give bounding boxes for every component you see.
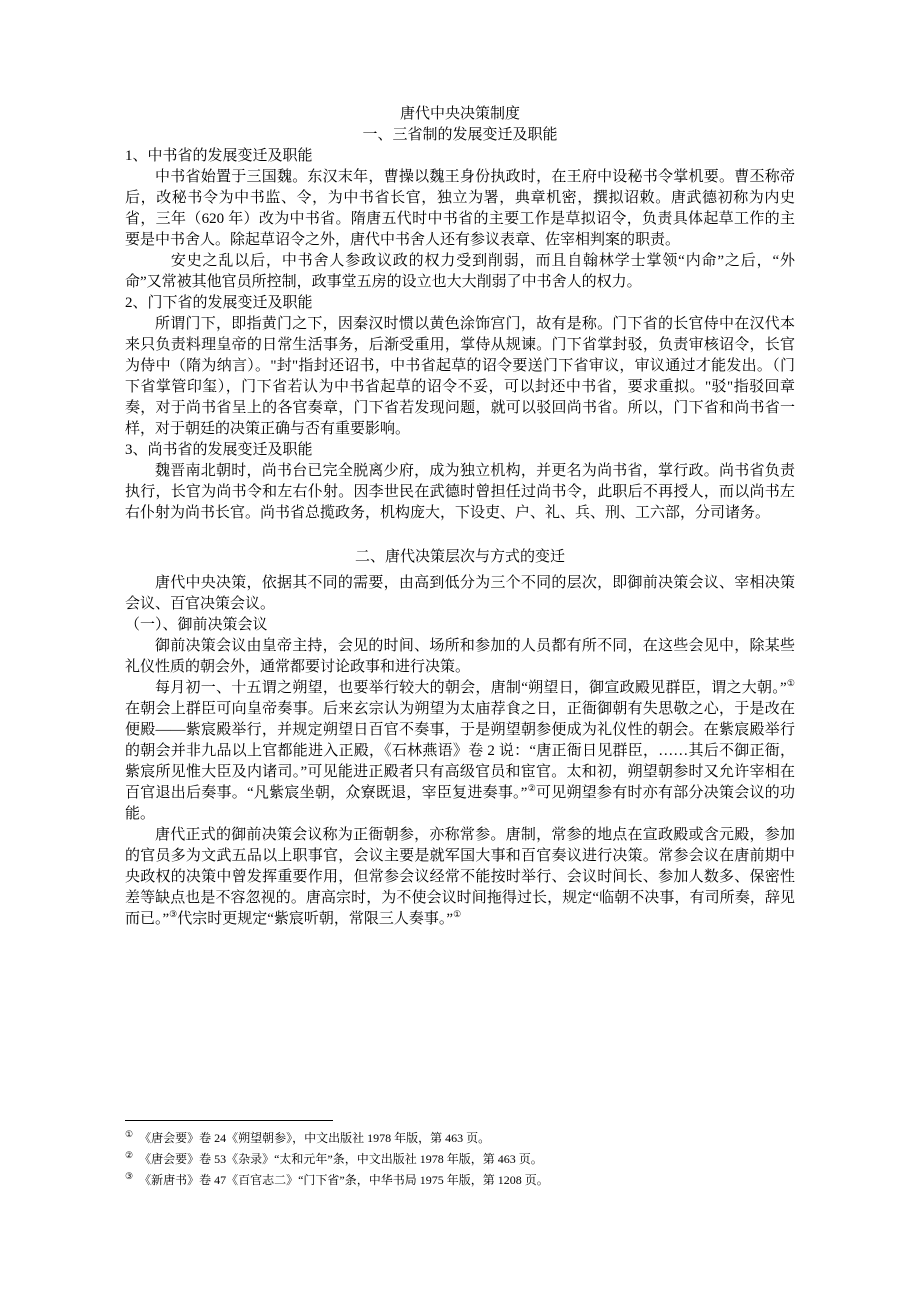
footnote-ref: ① xyxy=(786,678,795,688)
footnote-text: 《新唐书》卷 47《百官志二》“门下省”条，中华书局 1975 年版，第 1208 页。 xyxy=(139,1173,549,1187)
paragraph xyxy=(125,636,795,678)
text-run: 中书省始置于三国魏。东汉末年，曹操以魏王身份执政时，在王府中设秘书令掌机要。曹丕称帝后，改秘书令为中书监、令，为中书省长官，独立为署，典章机密，撰拟诏敕。唐武德初称为内史省，三年（620 年）改为中书省。隋唐五代时中书省的主要工作是草拟诏令，负责具体起草工作的主要是中书舍人。除起草诏令之外，唐代中书舍人还有参议表章、佐宰相判案的职责。 xyxy=(125,169,795,248)
footnote-marker: ③ xyxy=(125,1171,134,1181)
text-run: （一）、御前决策会议 xyxy=(125,617,268,633)
paragraph xyxy=(125,167,795,251)
text-run: 所谓门下，即指黄门之下，因秦汉时惯以黄色涂饰宫门，故有是称。门下省的长官侍中在汉代本来只负责料理皇帝的日常生活事务，后渐受重用，掌侍从规谏。门下省掌封驳，负责审核诏令，长官为侍中（隋为纳言）。"封"指封还诏书，中书省起草的诏令要送门下省审议，审议通过才能发出。（门下省掌管印玺），门下省若认为中书省起草的诏令不妥，可以封还中书省，要求重拟。"驳"指驳回章奏，对于尚书省呈上的各官奏章，门下省若发现问题，就可以驳回尚书省。所以，门下省和尚书省一样，对于朝廷的决策正确与否有重要影响。 xyxy=(125,316,795,437)
sub-heading xyxy=(125,440,795,461)
footnote-text: 《唐会要》卷 53《杂录》“太和元年”条，中文出版社 1978 年版，第 463 页。 xyxy=(139,1152,543,1166)
footnote-list xyxy=(125,1128,795,1191)
footnote-marker: ① xyxy=(125,1129,134,1139)
footnote xyxy=(125,1128,795,1149)
text-run: 御前决策会议由皇帝主持，会见的时间、场所和参加的人员都有所不同，在这些会见中，除某些礼仪性质的朝会外，通常都要讨论政事和进行决策。 xyxy=(125,638,795,675)
footnote-text: 《唐会要》卷 24《朔望朝参》，中文出版社 1978 年版，第 463 页。 xyxy=(139,1131,491,1145)
sub-heading xyxy=(125,293,795,314)
text-run: 魏晋南北朝时，尚书台已完全脱离少府，成为独立机构，并更名为尚书省，掌行政。尚书省负责执行，长官为尚书令和左右仆射。因李世民在武德时曾担任过尚书令，此职后不再授人，而以尚书左右仆射为尚书长官。尚书省总揽政务，机构庞大，下设吏、户、礼、兵、刑、工六部，分司诸务。 xyxy=(125,463,795,521)
text-run: 二、唐代决策层次与方式的变迁 xyxy=(354,549,565,565)
text-run: 2、门下省的发展变迁及职能 xyxy=(125,295,313,311)
document-title: 唐代中央决策制度 xyxy=(399,106,520,122)
document-body xyxy=(125,125,795,930)
paragraph xyxy=(125,461,795,524)
text-run: 安史之乱以后，中书舍人参政议政的权力受到削弱，而且自翰林学士掌领“内命”之后，“外命”又常被其他官员所控制，政事堂五房的设立也大大削弱了中书舍人的权力。 xyxy=(125,253,795,290)
paragraph xyxy=(125,251,795,293)
paragraph xyxy=(125,678,795,825)
paragraph xyxy=(125,573,795,615)
footnote xyxy=(125,1149,795,1170)
text-run: 每月初一、十五谓之朔望，也要举行较大的朝会，唐制“朔望日，御宣政殿见群臣，谓之大朝。” xyxy=(155,680,787,696)
text-run: 3、尚书省的发展变迁及职能 xyxy=(125,442,313,458)
section-heading xyxy=(125,547,795,568)
text-run: 唐代中央决策，依据其不同的需要，由高到低分为三个不同的层次，即御前决策会议、宰相决策会议、百官决策会议。 xyxy=(125,575,795,612)
text-run: 1、中书省的发展变迁及职能 xyxy=(125,148,313,164)
text-run: 唐代正式的御前决策会议称为正衙朝参，亦称常参。唐制，常参的地点在宣政殿或含元殿，参加的官员多为文武五品以上职事官，会议主要是就军国大事和百官奏议进行决策。常参会议在唐前期中央政权的决策中曾发挥重要作用，但常参会议经常不能按时举行、会议时间长、参加人数多、保密性差等缺点也是不容忽视的。唐高宗时，为不使会议时间拖得过长，规定“临朝不决事，有司所奏，辞见而已。” xyxy=(125,827,795,927)
text-run: 可见朔望参有时亦有部分决策会议的功能。 xyxy=(125,785,795,822)
footnote-marker: ② xyxy=(125,1150,134,1160)
footnote xyxy=(125,1170,795,1191)
section-heading xyxy=(125,125,795,146)
sub-heading xyxy=(125,146,795,167)
text-run: 一、三省制的发展变迁及职能 xyxy=(362,127,558,143)
paragraph xyxy=(125,825,795,930)
paragraph xyxy=(125,314,795,440)
footnote-ref: ③ xyxy=(169,909,178,919)
footnote-separator xyxy=(125,1120,333,1121)
footnote-ref: ② xyxy=(527,783,537,793)
footnote-ref: ① xyxy=(453,909,462,919)
sub-heading xyxy=(125,615,795,636)
text-run: 在朝会上群臣可向皇帝奏事。后来玄宗认为朔望为太庙荐食之日，正衙御朝有失思敬之心，于是改在便殿——紫宸殿举行，并规定朔望日百官不奏事，于是朔望朝参便成为礼仪性的朝会。在紫宸殿举行的朝会并非九品以上官都能进入正殿，《石林燕语》卷 2 说：“唐正衙日见群臣，……其后不御正衙，紫宸所见惟大臣及内诸司。”可见能进正殿者只有高级官员和宦官。太和初，朔望朝参时又允许宰相在百官退出后奏事。“凡紫宸坐朝，众寮既退，宰臣复进奏事。” xyxy=(125,701,795,801)
text-run: 代宗时更规定“紫宸听朝，常限三人奏事。” xyxy=(177,911,454,927)
footnotes-section xyxy=(125,1120,795,1191)
